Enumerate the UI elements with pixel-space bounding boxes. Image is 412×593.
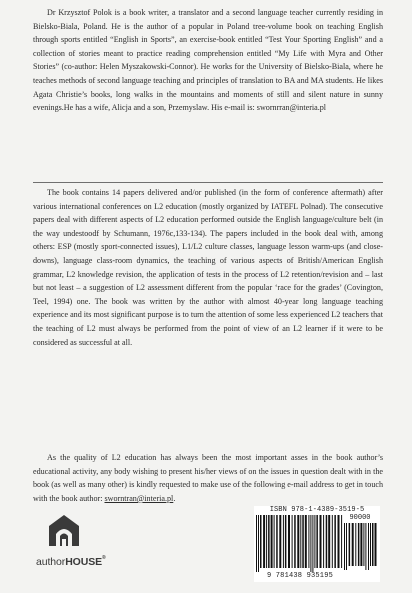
- contact-text: As the quality of L2 education has always been the most important asses in the book author’s educational activity, any body wishing to present his/her views of on the issues in question dealt with in the book (as well as many other) is kindly requested to make use of the following e-mail address to get in touch with the book author:: [33, 453, 383, 503]
- barcode-bar: [294, 515, 296, 568]
- barcode-bar: [349, 523, 351, 566]
- book-summary-paragraph: The book contains 14 papers delivered and/or published (in the form of conference aftermath) after various international conferences on L2 education (mostly organized by IATEFL Polnad). The consecutive papers deal with different aspects of L2 education performed outside the English language/culture belt (in the way undestoodf by Schumann, 1976c,133-134). The papers included in the book deal with, among others: ESP (mostly sport-connected issues), L1/L2 culture classes, language lesson warm-ups (and close-downs), language class-room dynamics, the teaching of various aspects of British/American English grammar, L2 knowledge revision, the application of tests in the process of L2 retention/revision and – last but not least – a suggestion of L2 assessment different from the popular ‘race for the grades’ (Covington, Teel, 1994) one. The book was written by the author with almost 40-year long language teaching experience and its most significant purpose is to turn the attention of some less experienced L2 teachers that the teaching of L2 must always be performed from the point of view of an L2 learner if it were to be considered as successful at all.: [33, 188, 383, 347]
- barcode-bar: [302, 515, 304, 568]
- isbn-number: ISBN 978-1-4389-3519-5: [269, 506, 365, 514]
- barcode-bar: [368, 523, 369, 570]
- barcode-bar: [358, 523, 360, 566]
- contact-paragraph: [33, 451, 383, 505]
- barcode-bar: [375, 523, 377, 566]
- ean-digits: 9 781438 935195: [266, 572, 333, 580]
- barcode-bar: [263, 515, 265, 568]
- barcode-bar: [314, 515, 315, 568]
- barcode-bar: [372, 523, 374, 566]
- barcode-bar: [344, 523, 345, 570]
- barcode-bar: [283, 515, 284, 568]
- price-addon-number: 90000: [349, 514, 371, 522]
- barcode-bar: [305, 515, 307, 568]
- barcode-bar: [310, 515, 311, 572]
- barcode-bar: [363, 523, 364, 566]
- barcode-bar: [328, 515, 330, 568]
- contact-end: .: [173, 493, 176, 503]
- barcode-bar: [338, 515, 340, 568]
- barcode-bar: [365, 523, 366, 570]
- publisher-logo: [36, 512, 116, 582]
- barcode-bar: [341, 515, 342, 568]
- barcode-bar: [346, 523, 347, 570]
- barcode-bar: [271, 515, 273, 568]
- isbn-barcode: [254, 506, 380, 582]
- barcode-bar: [334, 515, 336, 568]
- barcode-bar: [266, 515, 267, 568]
- barcode-bar: [268, 515, 270, 568]
- barcode-bar: [297, 515, 299, 568]
- barcode-bar: [256, 515, 257, 572]
- barcode-bar: [370, 523, 371, 566]
- barcode-bar: [274, 515, 275, 568]
- barcode-bar: [285, 515, 287, 568]
- addon-barcode-bars: [344, 523, 378, 570]
- barcode-bar: [320, 515, 322, 568]
- authorhouse-house-icon: [46, 512, 82, 548]
- barcode-bar: [352, 523, 354, 566]
- barcode-bar: [288, 515, 290, 568]
- barcode-bar: [292, 515, 293, 568]
- barcode-bar: [312, 515, 313, 572]
- barcode-bar: [258, 515, 259, 572]
- author-bio-paragraph: Dr Krzysztof Polok is a book writer, a translator and a second language teacher currently residing in Bielsko-Biala, Poland. He is the author of a popular in Poland tree-volume book on teaching English through sports entitled “English in Sports”, an exercise-book entitled “Test Your Sporting English” and a collection of stories meant to practice reading comprehension entitled “My Life with Myra and Other Stories” (co-author: Helen Myszakowski-Connor). He works for the University of Bielsko-Biala, where he teaches methods of second language teaching and principles of translation to BA and MA students. He likes Agata Christie’s books, long walks in the mountains and moments of still and silent nature in sunny evenings.He has a wife, Alicja and a son, Przemyslaw. His e-mail is: swornrran@interia.pl: [33, 8, 383, 113]
- barcode-bar: [355, 523, 356, 566]
- author-email-link[interactable]: sworntran@interia.pl: [104, 493, 174, 503]
- barcode-bar: [360, 523, 362, 566]
- barcode-bar: [276, 515, 278, 568]
- barcode-bar: [300, 515, 301, 568]
- barcode-bar: [308, 515, 309, 568]
- barcode-bar: [332, 515, 333, 568]
- barcode-bar: [326, 515, 328, 568]
- divider-rule: [33, 182, 383, 183]
- barcode-bar: [316, 515, 318, 568]
- ean-barcode-bars: [256, 515, 344, 572]
- publisher-wordmark: authorHOUSE®: [36, 555, 106, 568]
- barcode-bar: [260, 515, 262, 568]
- barcode-bar: [279, 515, 281, 568]
- barcode-bar: [323, 515, 324, 568]
